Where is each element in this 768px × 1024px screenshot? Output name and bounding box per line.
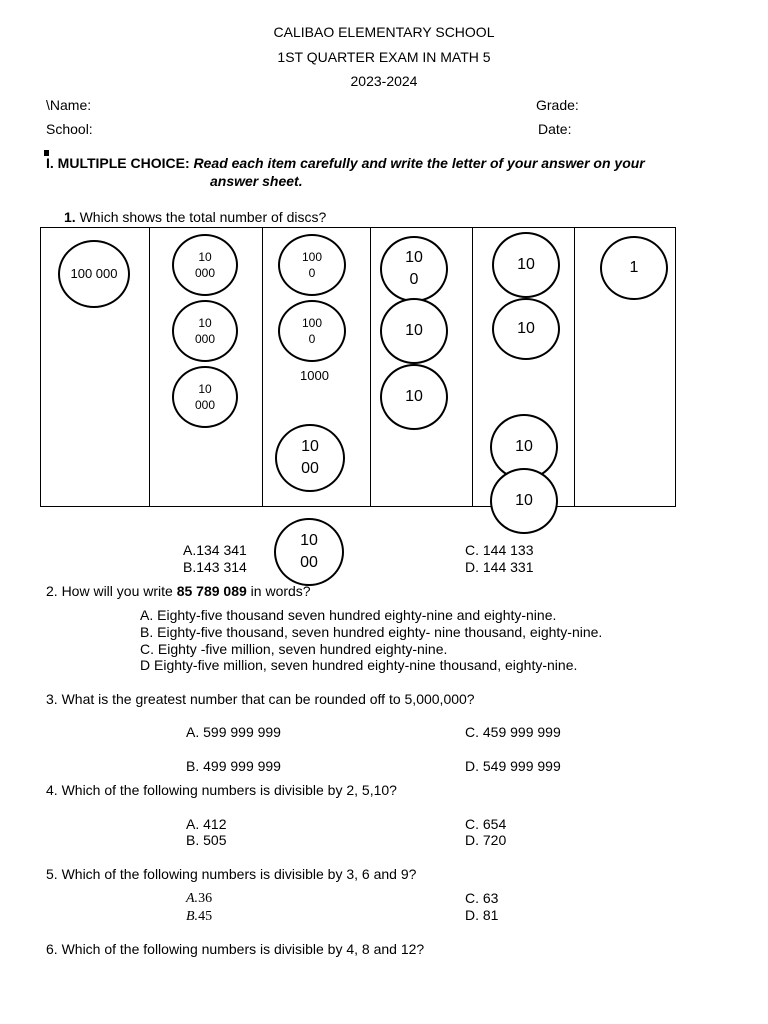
question-2-number: 85 789 089 xyxy=(176,583,247,599)
section-instruction: Read each item carefully and write the letter of your answer on your xyxy=(193,155,645,171)
column-divider xyxy=(262,228,263,506)
disc-thousand: 100 0 xyxy=(278,300,346,362)
q2-option-a: A. Eighty-five thousand seven hundred eighty-nine and eighty-nine. xyxy=(140,607,557,623)
q5-option-b: B.45 xyxy=(186,909,213,924)
q5-option-c: C. 63 xyxy=(465,890,499,906)
question-1-number: 1. xyxy=(64,209,76,225)
exam-title: 1ST QUARTER EXAM IN MATH 5 xyxy=(277,49,491,65)
column-divider xyxy=(149,228,150,506)
disc-hundred: 10 xyxy=(380,364,448,430)
question-3: 3. What is the greatest number that can be rounded off to 5,000,000? xyxy=(46,691,475,707)
column-divider xyxy=(472,228,473,506)
question-2: 2. How will you write 85 789 089 in words? xyxy=(46,583,311,599)
question-4: 4. Which of the following numbers is divisible by 2, 5,10? xyxy=(46,782,397,798)
disc-thousand-label: 1000 xyxy=(300,368,329,383)
disc-thousand: 100 0 xyxy=(278,234,346,296)
q3-option-b: B. 499 999 999 xyxy=(186,758,281,774)
q3-option-c: C. 459 999 999 xyxy=(465,724,561,740)
q3-option-d: D. 549 999 999 xyxy=(465,758,561,774)
question-6: 6. Which of the following numbers is divisible by 4, 8 and 12? xyxy=(46,941,425,957)
q5-option-a: A.36 xyxy=(186,891,213,906)
section-label: I. MULTIPLE CHOICE: xyxy=(46,155,190,171)
question-5: 5. Which of the following numbers is divisible by 3, 6 and 9? xyxy=(46,866,417,882)
disc-table xyxy=(40,227,676,507)
column-divider xyxy=(574,228,575,506)
question-1 xyxy=(64,209,326,225)
question-1-text: Which shows the total number of discs? xyxy=(75,209,327,225)
disc-hundred: 10 xyxy=(380,298,448,364)
disc-thousand: 10 00 xyxy=(275,424,345,492)
q2-option-d: D Eighty-five million, seven hundred eighty-nine thousand, eighty-nine. xyxy=(140,657,578,673)
q4-option-b: B. 505 xyxy=(186,832,227,848)
q1-option-a: A.134 341 xyxy=(183,542,247,558)
disc-ten-thousand: 10 000 xyxy=(172,366,238,428)
name-field: \Name: xyxy=(46,97,92,113)
school-year: 2023-2024 xyxy=(350,73,418,89)
school-name: CALIBAO ELEMENTARY SCHOOL xyxy=(273,24,495,40)
q4-option-c: C. 654 xyxy=(465,816,507,832)
section-heading xyxy=(46,155,645,171)
q4-option-a: A. 412 xyxy=(186,816,227,832)
q3-option-a: A. 599 999 999 xyxy=(186,724,281,740)
q1-option-d: D. 144 331 xyxy=(465,559,534,575)
disc-hundred-thousand: 100 000 xyxy=(58,240,130,308)
school-field: School: xyxy=(46,121,93,137)
q5-option-d: D. 81 xyxy=(465,907,499,923)
disc-ten: 10 xyxy=(490,468,558,534)
disc-hundred: 10 0 xyxy=(380,236,448,302)
grade-field: Grade: xyxy=(536,97,579,113)
disc-ten-thousand: 10 000 xyxy=(172,234,238,296)
disc-ten: 10 xyxy=(492,232,560,298)
column-divider xyxy=(370,228,371,506)
disc-one: 1 xyxy=(600,236,668,300)
q1-option-b: B.143 314 xyxy=(183,559,247,575)
disc-ten: 10 xyxy=(490,414,558,480)
q1-option-c: C. 144 133 xyxy=(465,542,534,558)
section-instruction-cont: answer sheet. xyxy=(210,173,303,189)
date-field: Date: xyxy=(538,121,572,137)
q2-option-c: C. Eighty -five million, seven hundred eighty-nine. xyxy=(140,641,448,657)
disc-thousand: 10 00 xyxy=(274,518,344,586)
disc-ten: 10 xyxy=(492,298,560,360)
q4-option-d: D. 720 xyxy=(465,832,507,848)
disc-ten-thousand: 10 000 xyxy=(172,300,238,362)
q2-option-b: B. Eighty-five thousand, seven hundred eighty- nine thousand, eighty-nine. xyxy=(140,624,603,640)
